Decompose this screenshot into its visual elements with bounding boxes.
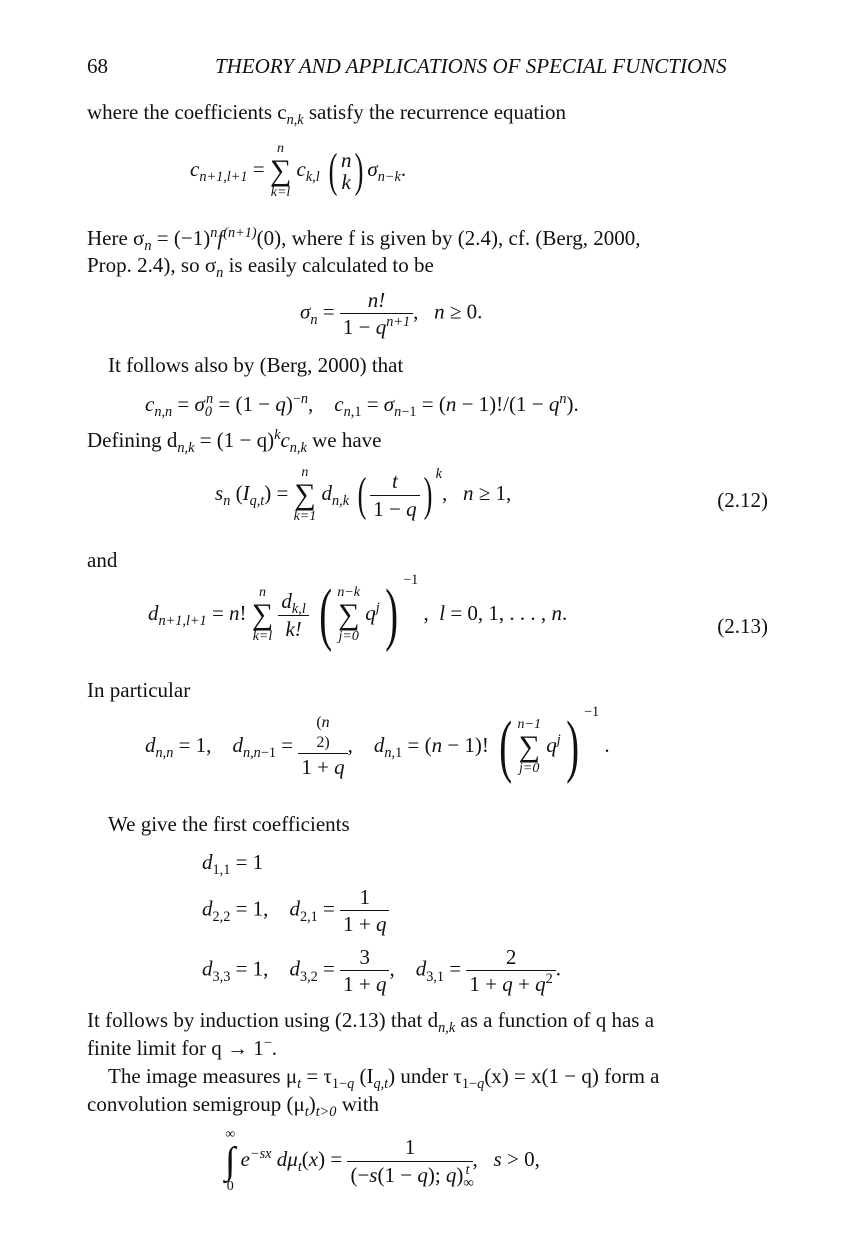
equation-laplace: ∞ ∫ 0 $e^{-sx}$ $d\mu_t(x)$ = $\frac{1}{(-s(1 - q); q)_\infty^t}$ , s > 0, — [225, 1127, 540, 1194]
paragraph-induction: It follows by induction using (2.13) that $d_{n,k}$ as a function of q has a — [87, 1008, 655, 1037]
equation-cnn: $c_{n,n} = \sigma_0^n = (1 - q)^{-n}$, $c_{n,1} = \sigma_{n-1} = (n - 1)!/(1 - q^n)$. — [145, 391, 579, 421]
equation-2-13: $d_{n+1,l+1} = n$! n ∑ k=l $\frac{d_{k,l}}{k!}$ ( n−k ∑ j=0 $q^j$) $^{-1}$ , l = 0, 1, . . . , n. — [148, 571, 568, 653]
paragraph-berg: It follows also by (Berg, 2000) that — [108, 353, 404, 377]
paragraph-coefficients: where the coefficients $c_{n,k}$ satisfy the recurrence equation — [87, 100, 567, 129]
equation-sigma: $\sigma_n$ = $\frac{n!}{1 - q^{n+1}}$ , n ≥ 0. — [300, 288, 483, 340]
coefficient-d11: $d_{1,1} = 1$ — [202, 850, 264, 879]
paragraph-sigma-calc: Prop. 2.4), so $\sigma_n$ is easily calculated to be — [87, 253, 434, 282]
paragraph-semigroup: convolution semigroup $(\mu_t)_{t>0}$ with — [87, 1092, 380, 1121]
paragraph-defining-d: Defining $d_{n,k} = (1 - q)^kc_{n,k}$ we have — [87, 427, 382, 457]
equation-2-12: $s_n$ $(I_{q,t})$ = n ∑ k=1 $d_{n,k}$ ( $\frac{t}{1 - q}$ ) $^k$, n ≥ 1, — [215, 465, 512, 524]
paragraph-in-particular: In particular — [87, 678, 191, 702]
coefficient-row-2: $d_{2,2} = 1$, $d_{2,1}$ = $\frac{1}{1 + q}$ — [202, 884, 389, 938]
paragraph-image-measures: The image measures $\mu_t = \tau_{1-q}$ $(I_{q,t})$ under $\tau_{1-q}(x) = x(1 - q)$ form a — [108, 1064, 660, 1093]
equation-particular: $d_{n,n} = 1$, $d_{n,n-1}$ = (n 2) 1 + q , $d_{n,1} = (n - 1)$! ( n−1 ∑ j=0 $q^j$) $^{-1}$ . — [145, 703, 610, 785]
paragraph-sigma-def: Here $\sigma_n = (-1)^nf^{(n+1)}(0)$, where f is given by (2.4), cf. (Berg, 2000, — [87, 225, 641, 255]
coefficient-row-3: $d_{3,3} = 1$, $d_{3,2}$ = $\frac{3}{1 + q}$ , $d_{3,1}$ = $\frac{2}{1 + q + q^2}$ . — [202, 945, 561, 997]
paragraph-limit: finite limit for q → 1−. — [87, 1035, 278, 1060]
word-and: and — [87, 548, 118, 572]
equation-number-2-13: (2.13) — [717, 614, 768, 638]
running-title: THEORY AND APPLICATIONS OF SPECIAL FUNCTIONS — [215, 54, 727, 78]
paragraph-first-coefficients: We give the first coefficients — [108, 812, 350, 836]
page-number: 68 — [87, 54, 108, 78]
equation-recurrence: $c_{n+1,l+1}$ = n ∑ k=l $c_{k,l}$ ( n k ) $\sigma_{n-k}$. — [190, 141, 407, 200]
equation-number-2-12: (2.12) — [717, 488, 768, 512]
